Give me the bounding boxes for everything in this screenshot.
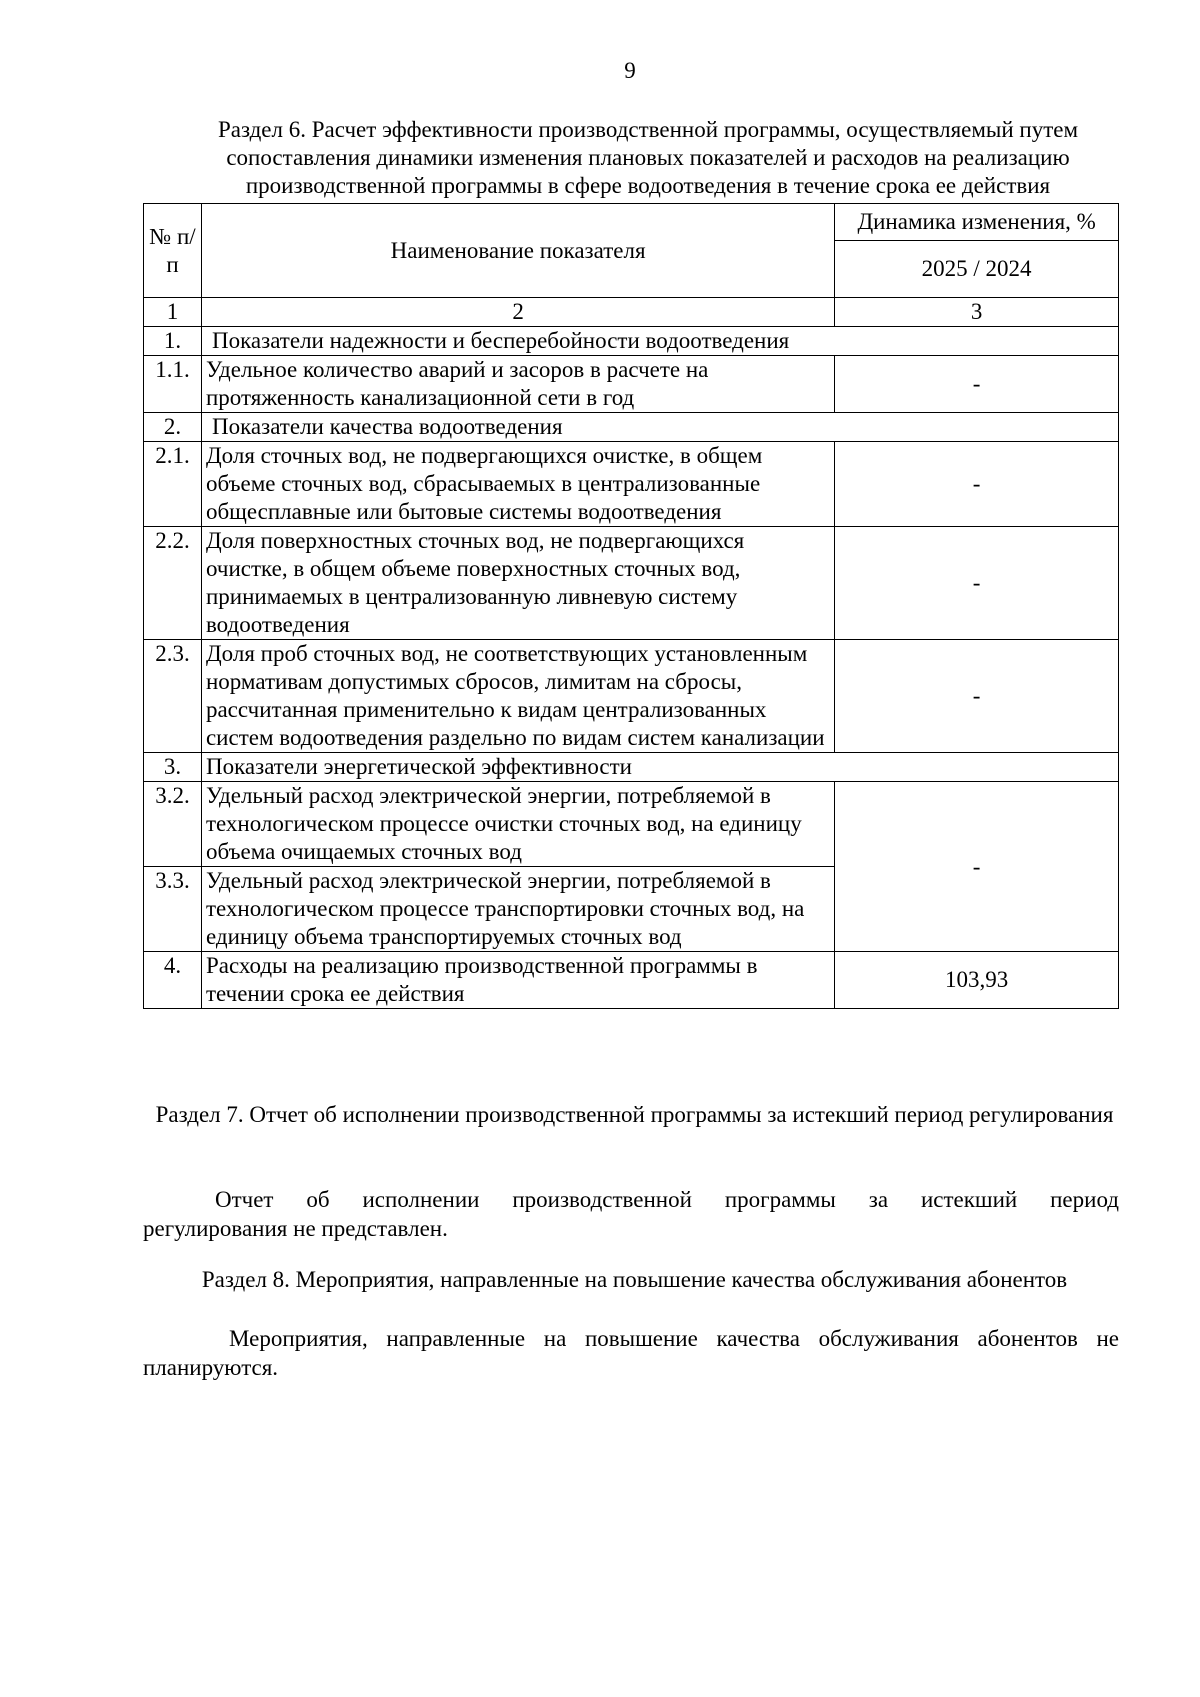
row-num: 4. <box>144 952 202 1009</box>
header-num: № п/п <box>144 204 202 298</box>
header-name: Наименование показателя <box>201 204 834 298</box>
row-name: Доля поверхностных сточных вод, не подвергающихся очистке, в общем объеме поверхностных сточных вод, принимаемых в централизованную ливневую систему водоотведения <box>201 527 834 640</box>
row-name: Удельный расход электрической энергии, потребляемой в технологическом процессе очистки сточных вод, на единицу объема очищаемых сточных вод <box>201 782 834 867</box>
section-8-title: Раздел 8. Мероприятия, направленные на повышение качества обслуживания абонентов <box>201 1267 1068 1292</box>
row-num: 1.1. <box>144 356 202 413</box>
row-num: 1. <box>144 327 202 356</box>
row-num: 2. <box>144 413 202 442</box>
row-num: 3.2. <box>144 782 202 867</box>
table-row <box>144 527 1119 640</box>
row-num: 2.1. <box>144 442 202 527</box>
header-dynamics: Динамика изменения, % <box>835 204 1119 241</box>
table-row <box>144 782 1119 867</box>
table-row <box>144 442 1119 527</box>
table-row <box>144 952 1119 1009</box>
table-row <box>144 356 1119 413</box>
group-label: Показатели надежности и бесперебойности водоотведения <box>201 327 1118 356</box>
row-value: - <box>835 442 1119 527</box>
row-name: Расходы на реализацию производственной программы в течении срока ее действия <box>201 952 834 1009</box>
table-row <box>144 327 1119 356</box>
table-header-row <box>144 204 1119 241</box>
section-7-text-tail: регулирования не представлен. <box>143 1216 448 1241</box>
group-label: Показатели качества водоотведения <box>201 413 1118 442</box>
section-7-text-main: Отчет об исполнении производственной программы за истекший период <box>215 1187 1119 1212</box>
row-name: Доля сточных вод, не подвергающихся очистке, в общем объеме сточных вод, сбрасываемых в централизованные общесплавные или бытовые системы водоотведения <box>201 442 834 527</box>
column-number-row <box>144 298 1119 327</box>
row-name: Удельный расход электрической энергии, потребляемой в технологическом процессе транспортировки сточных вод, на единицу объема транспортируемых сточных вод <box>201 867 834 952</box>
row-name: Удельное количество аварий и засоров в расчете на протяженность канализационной сети в год <box>201 356 834 413</box>
indicators-table <box>143 203 1119 1009</box>
col-number: 2 <box>201 298 834 327</box>
row-num: 2.2. <box>144 527 202 640</box>
header-period: 2025 / 2024 <box>835 241 1119 298</box>
row-value: - <box>835 640 1119 753</box>
col-number: 1 <box>144 298 202 327</box>
table-row <box>144 640 1119 753</box>
row-value: - <box>835 527 1119 640</box>
section-6-title: Раздел 6. Расчет эффективности производственной программы, осуществляемый путем сопоставления динамики изменения плановых показателей и расходов на реализацию производственной программы в сфере водоотведения в течение срока ее действия <box>217 117 1079 198</box>
section-8-text: Мероприятия, направленные на повышение качества обслуживания абонентов не планируются. <box>143 1326 1119 1380</box>
row-num: 3.3. <box>144 867 202 952</box>
table-row <box>144 753 1119 782</box>
row-num: 3. <box>144 753 202 782</box>
row-value: - <box>835 782 1119 952</box>
table-row <box>144 413 1119 442</box>
section-7-text <box>143 1185 1119 1243</box>
row-value: 103,93 <box>835 952 1119 1009</box>
col-number: 3 <box>835 298 1119 327</box>
row-value: - <box>835 356 1119 413</box>
row-num: 2.3. <box>144 640 202 753</box>
section-7-title: Раздел 7. Отчет об исполнении производственной программы за истекший период регулирования <box>155 1102 1114 1127</box>
group-label: Показатели энергетической эффективности <box>201 753 1118 782</box>
page-number: 9 <box>624 58 636 83</box>
row-name: Доля проб сточных вод, не соответствующих установленным нормативам допустимых сбросов, лимитам на сбросы, рассчитанная применительно к видам централизованных систем водоотведения раздельно по видам систем канализации <box>201 640 834 753</box>
